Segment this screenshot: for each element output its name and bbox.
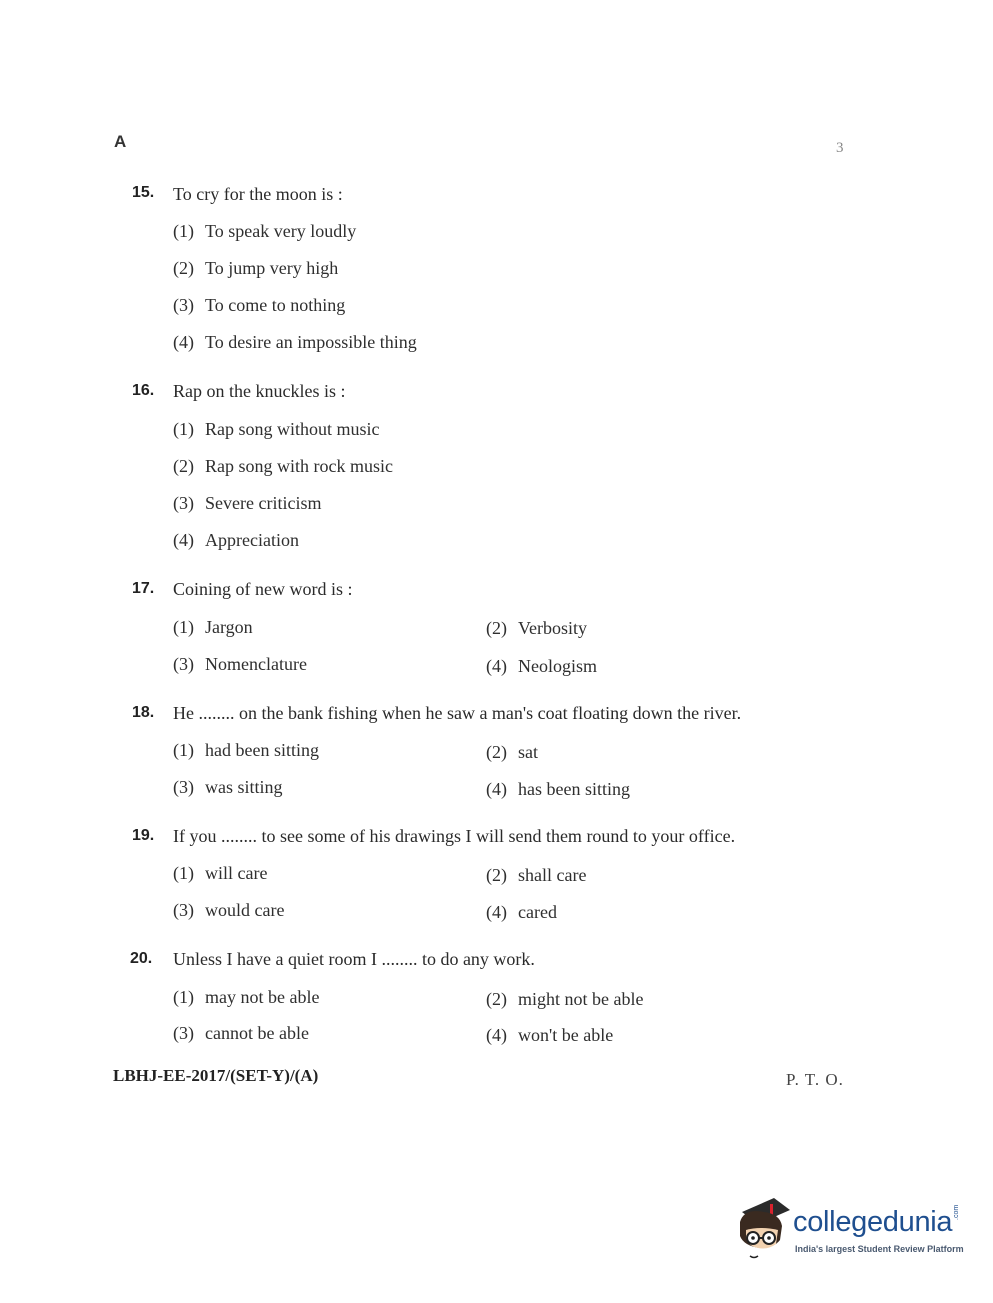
option: (1) will care xyxy=(173,863,268,883)
question-text: Unless I have a quiet room I ........ to do any work. xyxy=(173,949,535,969)
page-number: 3 xyxy=(836,140,844,156)
option: (4) has been sitting xyxy=(486,779,630,799)
option: (2) Rap song with rock music xyxy=(173,456,393,476)
question-number: 18. xyxy=(132,704,155,721)
brand-name: collegedunia xyxy=(793,1206,953,1238)
set-label: A xyxy=(114,132,127,151)
option: (2) Verbosity xyxy=(486,618,587,638)
option: (2) sat xyxy=(486,742,538,762)
option: (2) might not be able xyxy=(486,989,644,1009)
option: (4) won't be able xyxy=(486,1025,614,1045)
option: (4) cared xyxy=(486,902,557,922)
paper-code: LBHJ-EE-2017/(SET-Y)/(A) xyxy=(113,1066,319,1085)
option: (1) Jargon xyxy=(173,617,253,637)
option: (1) Rap song without music xyxy=(173,419,380,439)
question-text: Coining of new word is : xyxy=(173,579,353,599)
option: (1) had been sitting xyxy=(173,740,319,760)
question-number: 19. xyxy=(132,827,155,844)
question-text: To cry for the moon is : xyxy=(173,184,343,204)
option: (1) may not be able xyxy=(173,987,320,1007)
question-text: Rap on the knuckles is : xyxy=(173,381,346,401)
option: (2) To jump very high xyxy=(173,258,339,278)
option: (3) cannot be able xyxy=(173,1023,309,1043)
brand-tagline: India's largest Student Review Platform xyxy=(795,1244,964,1254)
question-number: 20. xyxy=(130,950,153,967)
option: (4) Neologism xyxy=(486,656,597,676)
question-text: If you ........ to see some of his drawings I will send them round to your office. xyxy=(173,826,736,846)
option: (3) would care xyxy=(173,900,285,920)
option: (2) shall care xyxy=(486,865,587,885)
question-text: He ........ on the bank fishing when he saw a man's coat floating down the river. xyxy=(173,703,742,723)
option: (3) To come to nothing xyxy=(173,295,346,315)
page-turn-note: P. T. O. xyxy=(786,1070,844,1089)
question-number: 15. xyxy=(132,184,155,201)
option: (3) Severe criticism xyxy=(173,493,322,513)
question-number: 17. xyxy=(132,580,155,597)
option: (4) To desire an impossible thing xyxy=(173,332,417,352)
option: (4) Appreciation xyxy=(173,530,299,550)
question-number: 16. xyxy=(132,382,155,399)
option: (1) To speak very loudly xyxy=(173,221,357,241)
brand-domain-suffix: .com xyxy=(953,1204,960,1220)
option: (3) Nomenclature xyxy=(173,654,307,674)
option: (3) was sitting xyxy=(173,777,283,797)
